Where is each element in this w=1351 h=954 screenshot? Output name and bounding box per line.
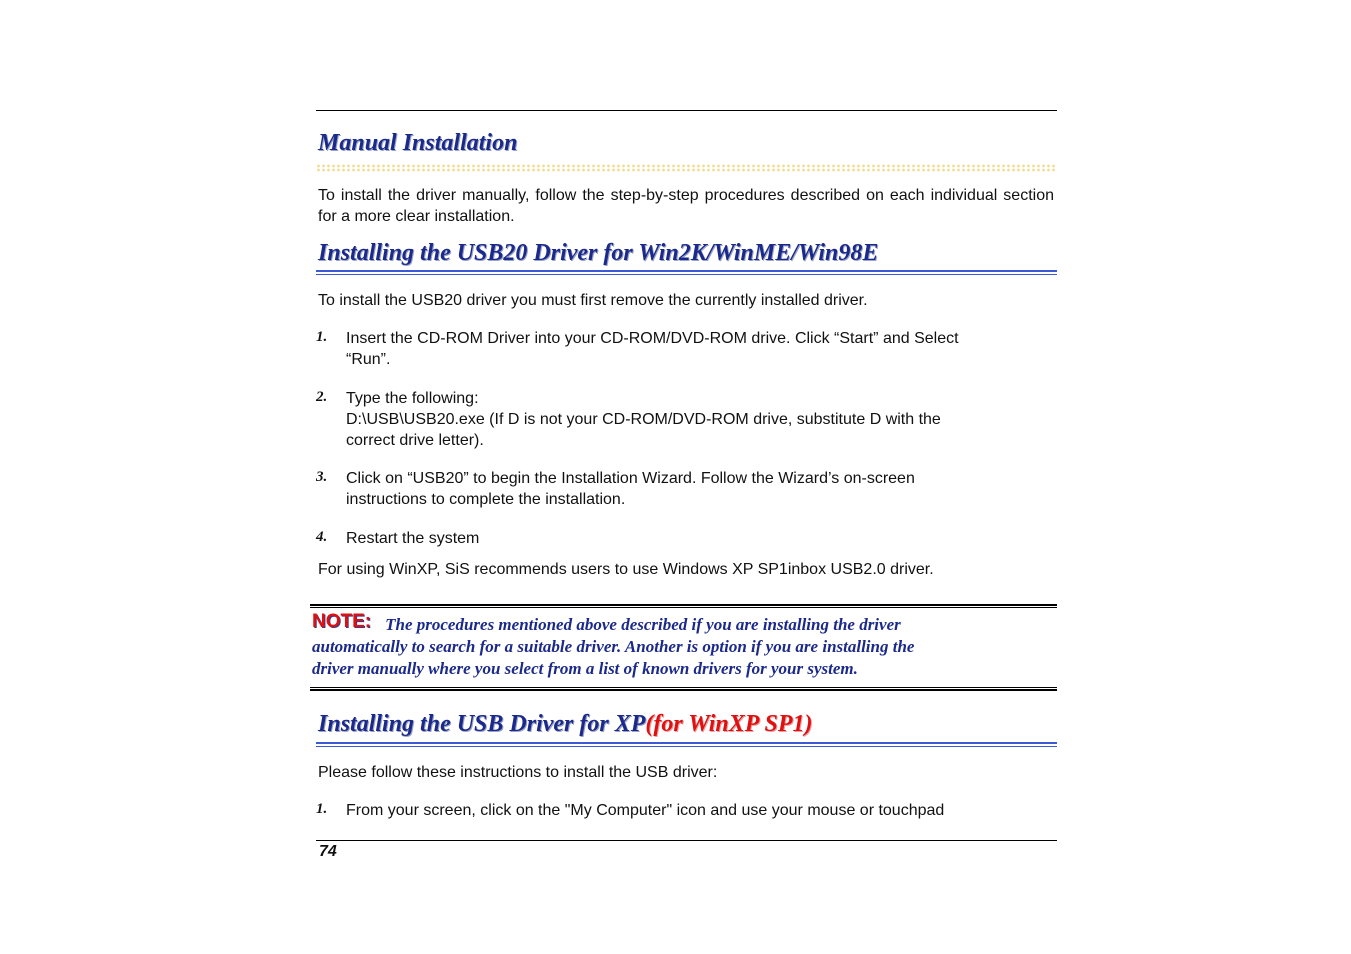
note-box — [312, 611, 1057, 680]
step-line: Insert the CD-ROM Driver into your CD-ROM/DVD-ROM drive. Click “Start” and Select — [346, 330, 959, 347]
page-number: 74 — [319, 843, 337, 860]
note-line: driver manually where you select from a list of known drivers for your system. — [312, 659, 858, 678]
step-number: 2. — [316, 389, 328, 405]
note-line: automatically to search for a suitable driver. Another is option if you are installing the — [312, 637, 915, 656]
step-line: From your screen, click on the "My Computer" icon and use your mouse or touchpad — [346, 802, 945, 819]
list-item — [346, 468, 1056, 510]
document-page — [312, 0, 1057, 954]
note-label: NOTE: — [312, 611, 372, 632]
header-rule — [316, 110, 1057, 111]
step-line: Type the following: — [346, 390, 479, 407]
step-number: 1. — [316, 329, 328, 345]
step-number: 4. — [316, 529, 328, 545]
step-line: “Run”. — [346, 351, 391, 368]
list-item — [346, 800, 1056, 821]
step-line: Restart the system — [346, 530, 480, 547]
step-line: Click on “USB20” to begin the Installation Wizard. Follow the Wizard’s on-screen — [346, 470, 915, 487]
step-line: instructions to complete the installation. — [346, 491, 626, 508]
usb20-intro: To install the USB20 driver you must first remove the currently installed driver. — [318, 292, 868, 309]
heading-xp-highlight: (for WinXP SP1) — [645, 711, 813, 737]
winxp-recommendation: For using WinXP, SiS recommends users to use Windows XP SP1inbox USB2.0 driver. — [318, 561, 934, 578]
dotted-divider — [316, 164, 1057, 172]
heading-underline — [316, 270, 1057, 275]
list-item — [346, 328, 1056, 370]
heading-usb-driver-xp — [318, 711, 813, 738]
manual-installation-text: To install the driver manually, follow the step-by-step procedures described on each individual section for a more clear installation. — [318, 187, 1054, 225]
step-line: D:\USB\USB20.exe (If D is not your CD-ROM/DVD-ROM drive, substitute D with the — [346, 411, 941, 428]
note-top-rule — [310, 604, 1057, 608]
heading-usb20-driver: Installing the USB20 Driver for Win2K/WinME/Win98E — [318, 240, 879, 266]
heading-underline — [316, 742, 1057, 747]
note-line: The procedures mentioned above described if you are installing the driver — [385, 615, 901, 634]
step-line: correct drive letter). — [346, 432, 484, 449]
list-item — [346, 528, 1056, 549]
step-number: 1. — [316, 801, 328, 817]
heading-xp-text: Installing the USB Driver for XP — [318, 711, 646, 737]
heading-manual-installation: Manual Installation — [318, 130, 518, 156]
footer-rule — [316, 840, 1057, 841]
xp-intro: Please follow these instructions to install the USB driver: — [318, 764, 718, 781]
step-number: 3. — [316, 469, 328, 485]
note-bottom-rule — [310, 687, 1057, 691]
list-item — [346, 388, 1056, 451]
